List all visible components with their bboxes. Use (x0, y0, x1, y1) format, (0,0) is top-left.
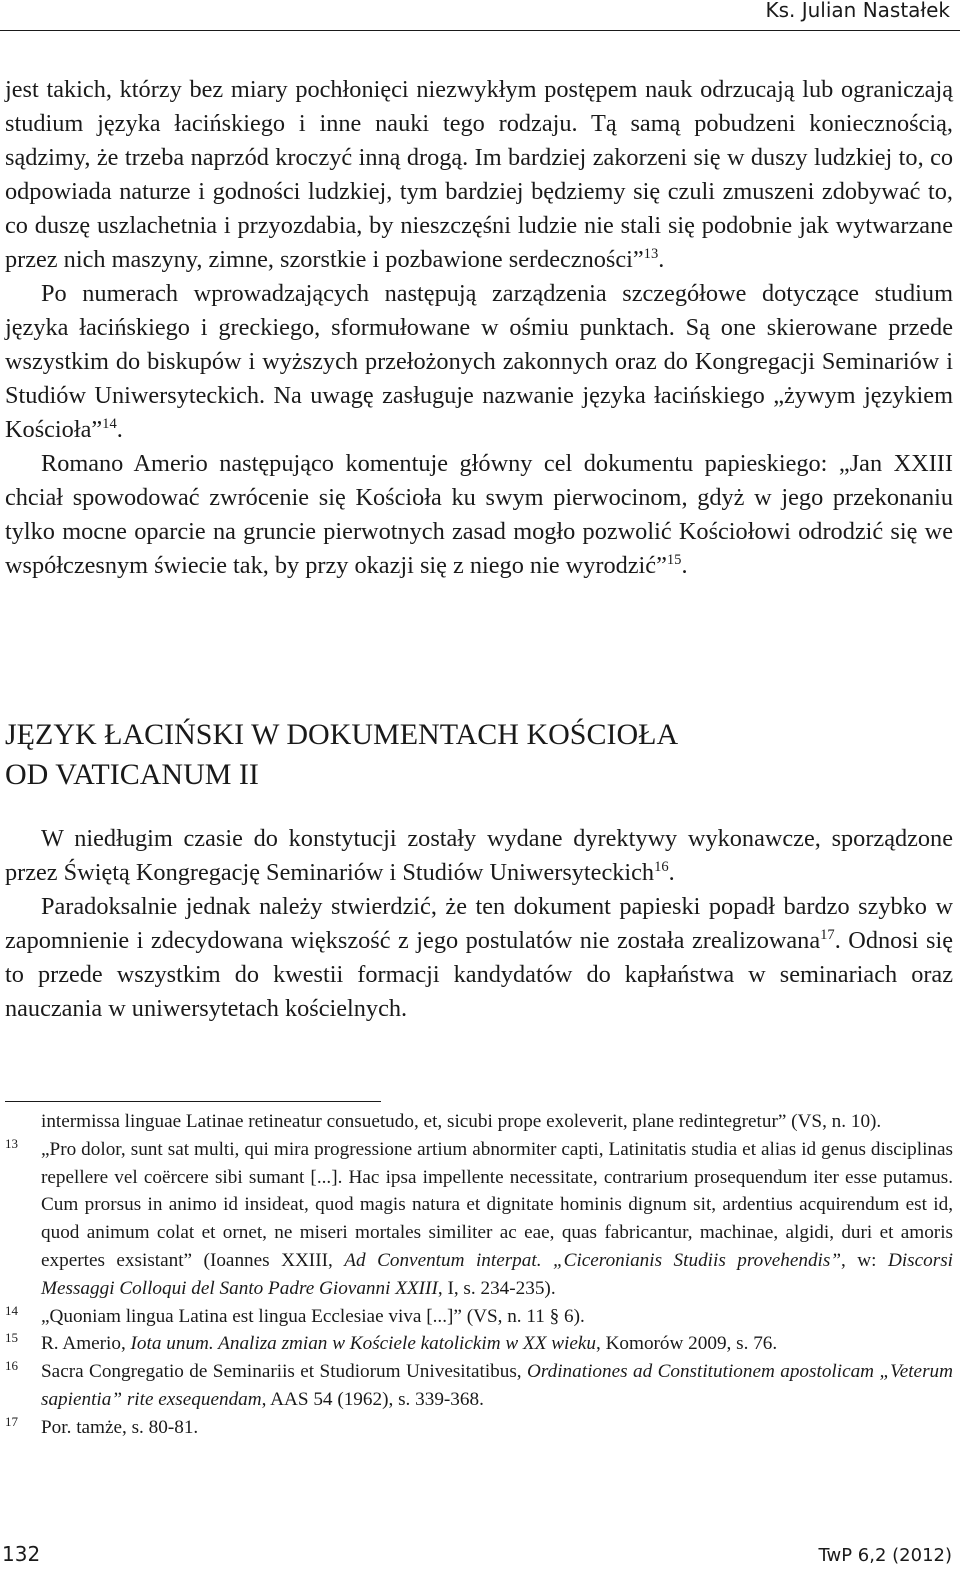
paragraph (5, 73, 953, 277)
footnote-text: intermissa linguae Latinae retineatur consuetudo, et, sicubi prope exoleverit, plane redintegretur” (VS, n. 10). (41, 1111, 882, 1132)
paragraph-text: jest takich, którzy bez miary pochłonięci niezwykłym postępem nauk odrzucają lub ograniczają studium języka łacińskiego i inne nauki tego rodzaju. Tą samą pobudzeni koniecznością, sądzimy, że trzeba naprzód kroczyć inną drogą. Im bardziej zakorzeni się w duszy ludzkiej to, co odpowiada naturze i godności ludzkiej, tym bardziej będziemy się czuli zmuszeni zdobywać to, co duszę uszlachetnia i przyozdabia, by nieszczęśni ludzie nie stali się podobnie jak wytwarzane przez nich maszyny, zimne, szorstkie i pozbawione serdeczności” (5, 76, 953, 273)
header-rule (0, 30, 960, 31)
paragraph-text: . (116, 416, 123, 443)
paragraph-text: . (668, 859, 675, 886)
paragraph (5, 822, 953, 890)
footnote-text: , w: (841, 1249, 888, 1271)
page-number: 132 (2, 1542, 41, 1566)
footnote-text: Por. tamże, s. 80-81. (41, 1416, 199, 1438)
paragraph-text: . (658, 246, 665, 273)
footnote-16 (5, 1358, 953, 1414)
body-section-2 (5, 822, 953, 1026)
footnote-text: , Komorów 2009, s. 76. (595, 1333, 778, 1355)
footnote-number: 14 (5, 1302, 18, 1318)
footnote-title: Ad Conventum interpat. „Ciceronianis Studiis provehendis” (344, 1249, 842, 1271)
paragraph-text: Po numerach wprowadzających następują zarządzenia szczegółowe dotyczące studium języka łacińskiego i greckiego, sformułowane w ośmiu punktach. Są one skierowane przede wszystkim do biskupów i wyższych przełożonych zakonnych oraz do Kongregacji Seminariów i Studiów Uniwersyteckich. Na uwagę zasługuje nazwanie języka łacińskiego „żywym językiem Kościoła” (5, 280, 953, 443)
paragraph (5, 447, 953, 583)
footnote-13 (5, 1136, 953, 1303)
footnote-text: Sacra Congregatio de Seminariis et Studiorum Univesitatibus, (41, 1361, 528, 1383)
body-section-1 (5, 73, 953, 583)
footnote-ref[interactable]: 15 (666, 551, 682, 568)
footnote-15 (5, 1330, 953, 1358)
footnote-text: „Quoniam lingua Latina est lingua Ecclesiae viva [...]” (VS, n. 11 § 6). (41, 1305, 585, 1327)
footnote-ref[interactable]: 16 (654, 858, 669, 875)
footnote-ref[interactable]: 13 (643, 245, 659, 262)
paragraph-text: W niedługim czasie do konstytucji zostały wydane dyrektywy wykonawcze, sporządzone przez Świętą Kongregację Seminariów i Studiów Uniwersyteckich (5, 825, 953, 886)
footnote-number: 15 (5, 1330, 18, 1346)
footnote-text: R. Amerio, (41, 1333, 131, 1355)
paragraph-text: Romano Amerio następująco komentuje główny cel dokumentu papieskiego: „Jan XXIII chciał spowodować zwrócenie się Kościoła ku swym pierwocinom, gdyż w jego przekonaniu tylko mocne oparcie na gruncie pierwotnych zasad mogło pozwolić Kościołowi odrodzić się we współczesnym świecie tak, by przy okazji się z niego nie wyrodzić” (5, 450, 953, 579)
footnote-text: , I, s. 234-235). (437, 1277, 556, 1299)
journal-reference: TwP 6,2 (2012) (818, 1545, 952, 1566)
footnote-title: Iota unum. Analiza zmian w Kościele katolickim w XX wieku (130, 1333, 596, 1355)
footnote-number: 13 (5, 1135, 18, 1151)
footnote-text: „Pro dolor, sunt sat multi, qui mira progressione artium abnormiter capti, Latinitatis studia et alias id genus disciplinas repellere vel coërcere sibi sumant [...]. Hac ipsa impellente necessitate, contrarium prosequendum iter esse putamus. Cum prorsus in animo id insideat, quod magis natura et dignitate hominis dignum sit, ardentius acquirendum est id, quod animum colat et ornet, ne miseri mortales similiter ac eae, quas fabricantur, machinae, algidi, duri et amoris expertes exsistant” (Ioannes XXIII, (41, 1138, 953, 1271)
footnote-14 (5, 1303, 953, 1331)
section-heading (5, 715, 905, 795)
paragraph-text: . (681, 552, 688, 579)
footnote-text: , AAS 54 (1962), s. 339-368. (261, 1388, 484, 1410)
footnote-ref[interactable]: 14 (102, 415, 117, 432)
section-heading-line: OD VATICANUM II (5, 758, 259, 791)
paragraph-text: . Odnosi się to przede wszystkim do kwestii formacji kandydatów do kapłaństwa w seminariach oraz nauczania w uniwersytetach kościelnych. (5, 927, 953, 1022)
paragraph (5, 890, 953, 1026)
paragraph-text: Paradoksalnie jednak należy stwierdzić, że ten dokument papieski popadł bardzo szybko w zapomnienie i zdecydowana większość z jego postulatów nie została zrealizowana (5, 893, 953, 954)
footnotes (5, 1108, 953, 1442)
footnote-rule (5, 1101, 381, 1102)
footnote-number: 17 (5, 1413, 18, 1429)
footnote-continuation (5, 1108, 953, 1136)
footnote-number: 16 (5, 1358, 18, 1374)
section-heading-line: JĘZYK ŁACIŃSKI W DOKUMENTACH KOŚCIOŁA (5, 718, 679, 751)
footnote-17 (5, 1414, 953, 1442)
footnote-ref[interactable]: 17 (820, 926, 835, 943)
paragraph (5, 277, 953, 447)
running-head: Ks. Julian Nastałek (765, 0, 950, 22)
footnote-title: Ordinationes ad Constitutionem apostolicam „Veterum sapientia” rite exsequendam (41, 1361, 953, 1410)
footnote-title: Discorsi Messaggi Colloqui del Santo Padre Giovanni XXIII (41, 1249, 953, 1299)
